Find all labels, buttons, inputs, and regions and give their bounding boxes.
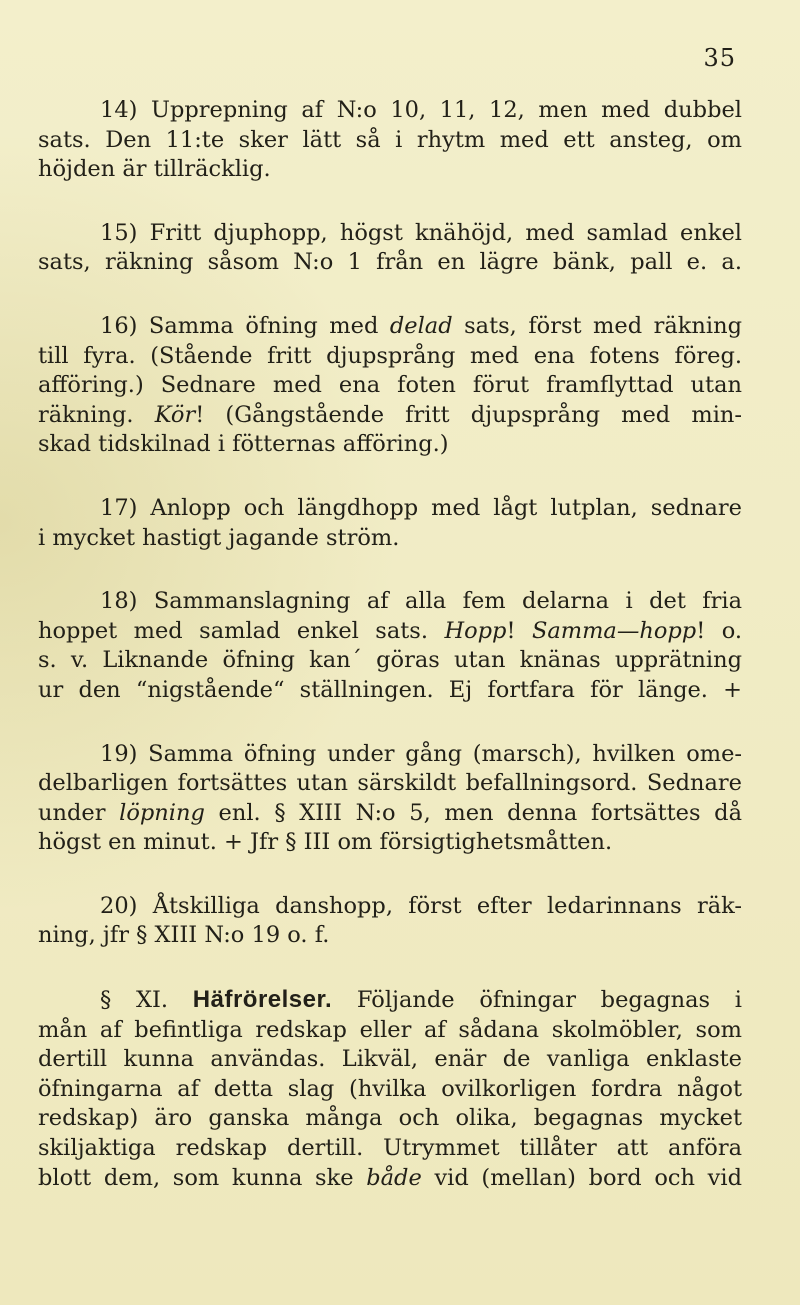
text-line: blott dem, som kunna ske både vid (mellan) bord och vid [38, 1164, 742, 1191]
text-line: skiljaktiga redskap dertill. Utrymmet tillåter att anföra [38, 1135, 742, 1162]
text-line: 20) Åtskilliga danshopp, först efter ledarinnans räk- [100, 892, 742, 919]
paragraph-14 [38, 96, 742, 185]
italic-term: Hopp [444, 617, 507, 644]
text-line: 15) Fritt djuphopp, högst knähöjd, med samlad enkel [100, 219, 742, 246]
text-line: hoppet med samlad enkel sats. Hopp! Samma—hopp! o. [38, 617, 742, 644]
text-line: redskap) äro ganska många och olika, begagnas mycket [38, 1105, 742, 1132]
text-line: sats, räkning såsom N:o 1 från en lägre bänk, pall e. a. [38, 249, 742, 276]
text-line: skad tidskilnad i fötternas afföring.) [38, 431, 449, 458]
paragraph-16 [38, 312, 742, 460]
text-line: delbarligen fortsättes utan särskildt befallningsord. Sednare [38, 770, 742, 797]
text-line: § XI. Häfrörelser. Följande öfningar begagnas i [100, 986, 742, 1014]
text-line: mån af befintliga redskap eller af sådana skolmöbler, som [38, 1016, 742, 1043]
paragraph-20 [38, 892, 742, 951]
text-line: 18) Sammanslagning af alla fem delarna i det fria [100, 588, 742, 615]
text-line: 14) Upprepning af N:o 10, 11, 12, men med dubbel [100, 97, 742, 123]
text-line: under löpning enl. § XIII N:o 5, men denna fortsättes då [38, 799, 743, 826]
text-line: högst en minut. + Jfr § III om försigtighetsmåtten. [38, 829, 613, 856]
section-heading: Häfrörelser. [192, 986, 333, 1014]
text-line: 16) Samma öfning med delad sats, först med räkning [100, 312, 742, 339]
paragraph-18 [38, 587, 742, 705]
paragraph-17 [38, 494, 742, 553]
italic-term: Samma—hopp [531, 617, 697, 644]
text-line: räkning. Kör! (Gångstående fritt djupsprång med min- [38, 401, 742, 428]
body-text [38, 96, 742, 1227]
text-line: höjden är tillräcklig. [38, 156, 271, 183]
text-line: 19) Samma öfning under gång (marsch), hvilken ome- [100, 740, 742, 767]
text-line: ning, jfr § XIII N:o 19 o. f. [38, 922, 330, 949]
paragraph-15 [38, 219, 742, 278]
italic-term: löpning [119, 799, 205, 826]
text-line: afföring.) Sednare med ena foten förut framflyttad utan [38, 372, 742, 399]
italic-term: både [366, 1164, 422, 1191]
text-line: sats. Den 11:te sker lätt så i rhytm med ett ansteg, om [38, 126, 742, 153]
section-xi [38, 985, 742, 1193]
italic-term: Kör [154, 401, 196, 428]
page-number: 35 [703, 44, 736, 72]
text-line: ur den “nigstående“ ställningen. Ej fortfara för länge. + [38, 676, 742, 703]
text-line: 17) Anlopp och längdhopp med lågt lutplan, sednare [100, 494, 742, 521]
text-line: till fyra. (Stående fritt djupsprång med ena fotens föreg. [38, 342, 742, 369]
italic-term: delad [389, 312, 453, 339]
text-line: öfningarna af detta slag (hvilka ovilkorligen fordra något [38, 1075, 742, 1102]
text-line: s. v. Liknande öfning kan´ göras utan knänas upprätning [38, 647, 742, 674]
text-line: i mycket hastigt jagande ström. [38, 524, 400, 551]
text-line: dertill kunna användas. Likväl, enär de vanliga enklaste [38, 1046, 742, 1073]
paragraph-19 [38, 740, 742, 858]
